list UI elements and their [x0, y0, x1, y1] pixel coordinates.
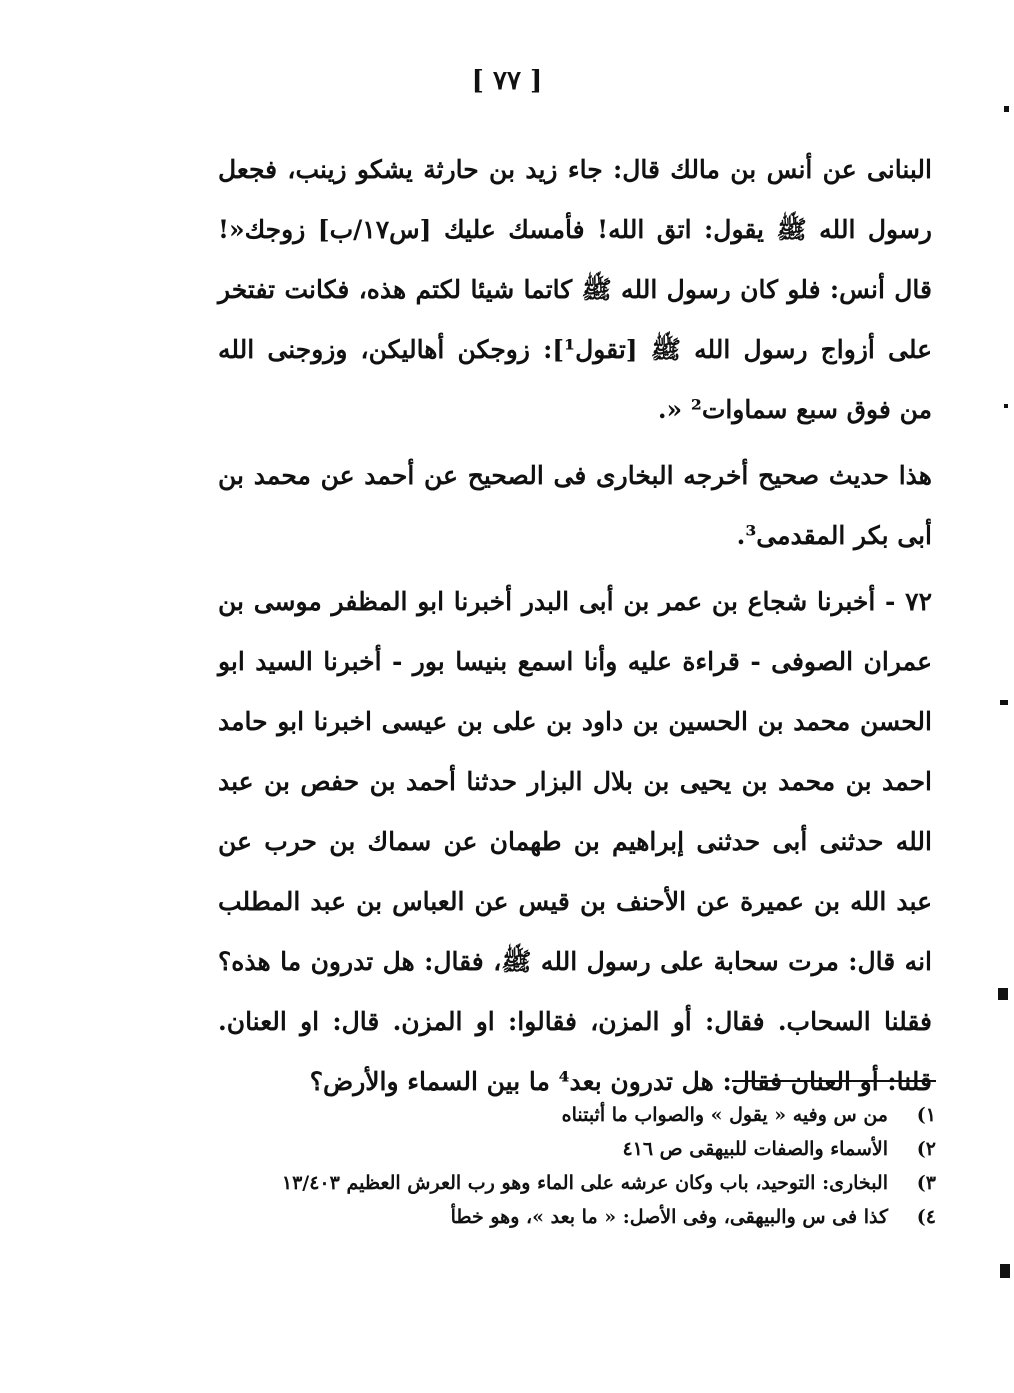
footnote-text: الأسماء والصفات للبيهقى ص ٤١٦: [622, 1138, 888, 1160]
scan-mark: [1004, 404, 1008, 408]
paragraph-hadith-71-text: البنانى عن أنس بن مالك قال: جاء زيد بن حارثة يشكو زينب، فجعل رسول الله ﷺ يقول: اتق الله! فأمسك عليك [س١٧/ب] زوجك«! قال أنس: فلو كان رسول الله ﷺ كاتما شيئا لكتم هذه، فكانت تفتخر على أزواج رسول الله ﷺ [تقول¹]: زوجكن أهاليكن، وزوجنى الله من فوق سبع سماوات² «.: [218, 155, 933, 424]
scan-mark: [1004, 106, 1009, 112]
footnotes: [240, 1098, 936, 1234]
main-text: [218, 140, 932, 1112]
footnote-number: ٣): [916, 1172, 936, 1194]
footnote-4: [240, 1200, 936, 1234]
scan-mark: [1000, 700, 1008, 705]
footnote-3: [240, 1166, 936, 1200]
paragraph-takhrij: هذا حديث صحيح أخرجه البخارى فى الصحيح عن أحمد عن محمد بن أبى بكر المقدمى³.: [218, 461, 932, 550]
footnote-2: [240, 1132, 936, 1166]
footnote-1: [240, 1098, 936, 1132]
footnote-number: ١): [916, 1104, 936, 1126]
paragraph-hadith-72: ٧٢ - أخبرنا شجاع بن عمر بن أبى البدر أخبرنا ابو المظفر موسى بن عمران الصوفى - قراءة عليه وأنا اسمع بنيسا بور - أخبرنا السيد ابو الحسن محمد بن الحسين بن داود بن على بن عيسى اخبرنا ابو حامد احمد بن محمد بن يحيى بن بلال البزار حدثنا أحمد بن حفص بن عبد الله حدثنى أبى حدثنى إبراهيم بن طهمان عن سماك بن حرب عن عبد الله بن عميرة عن الأحنف بن قيس عن العباس بن عبد المطلب انه قال: مرت سحابة على رسول الله ﷺ، فقال: هل تدرون ما هذه؟ فقلنا السحاب. فقال: أو المزن، فقالوا: او المزن. قال: او العنان. قلنا: أو العنان فقال: هل تدرون بعد⁴ ما بين السماء والأرض؟: [218, 587, 932, 1096]
footnote-text: من س وفيه « يقول » والصواب ما أثبتناه: [561, 1104, 888, 1126]
footnote-separator: [732, 1080, 936, 1082]
footnote-number: ٢): [916, 1138, 936, 1160]
scan-mark: [1000, 1264, 1010, 1278]
footnote-number: ٤): [916, 1206, 936, 1228]
scan-mark: [998, 988, 1008, 1000]
footnote-text: البخارى: التوحيد، باب وكان عرشه على الماء وهو رب العرش العظيم ١٣/٤٠٣: [281, 1172, 888, 1194]
page-number: [ ٧٧ ]: [471, 66, 543, 96]
footnote-text: كذا فى س والبيهقى، وفى الأصل: « ما بعد »، وهو خطأ: [450, 1206, 888, 1228]
